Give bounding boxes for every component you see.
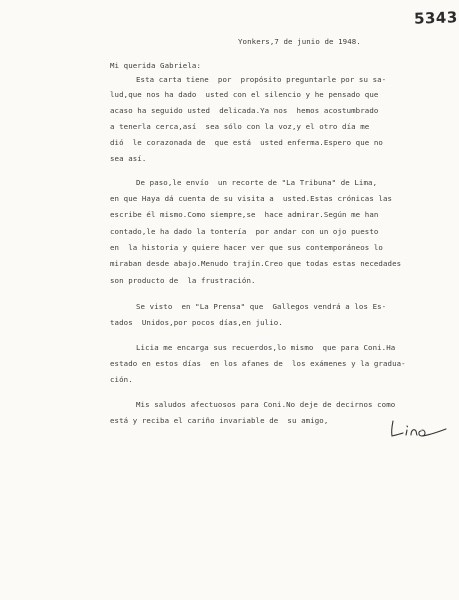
salutation: Mi querida Gabriela: — [110, 61, 201, 70]
body-line: estado en estos días en los afanes de los exámenes y la gradua- — [110, 359, 406, 368]
body-line: en la historia y quiere hacer ver que sus contemporáneos lo — [110, 243, 383, 252]
body-line: Licia me encarga sus recuerdos,lo mismo que para Coni.Ha — [136, 343, 396, 352]
body-line: escribe él mismo.Como siempre,se hace admirar.Según me han — [110, 210, 379, 219]
body-line: acaso ha seguido usted delicada.Ya nos hemos acostumbrado — [110, 106, 379, 115]
body-line: tados Unidos,por pocos días,en julio. — [110, 318, 283, 327]
body-line: Mis saludos afectuosos para Coni.No deje de decirnos como — [136, 400, 396, 409]
body-line: en que Haya dá cuenta de su visita a usted.Estas crónicas las — [110, 194, 393, 203]
body-line: son producto de la frustración. — [110, 276, 256, 285]
body-line: dió le corazonada de que está usted enferma.Espero que no — [110, 138, 383, 147]
body-line: a tenerla cerca,así sea sólo con la voz,y el otro día me — [110, 122, 370, 131]
body-line: miraban desde abajo.Menudo trajín.Creo que todas estas necedades — [110, 259, 402, 268]
body-line: ción. — [110, 375, 133, 384]
archive-number: 5343 — [413, 8, 459, 28]
body-line: Se visto en "La Prensa" que Gallegos vendrá a los Es- — [136, 302, 387, 311]
body-line: sea así. — [110, 154, 147, 163]
body-line: De paso,le envío un recorte de "La Tribuna" de Lima, — [136, 178, 378, 187]
body-line: Esta carta tiene por propósito preguntarle por su sa- — [136, 75, 387, 84]
body-line: está y reciba el cariño invariable de su amigo, — [110, 416, 329, 425]
dateline: Yonkers,7 de junio de 1948. — [238, 37, 361, 46]
body-line: contado,le ha dado la tontería por andar con un ojo puesto — [110, 227, 379, 236]
handwritten-signature — [388, 418, 450, 440]
body-line: lud,que nos ha dado usted con el silencio y he pensado que — [110, 90, 379, 99]
